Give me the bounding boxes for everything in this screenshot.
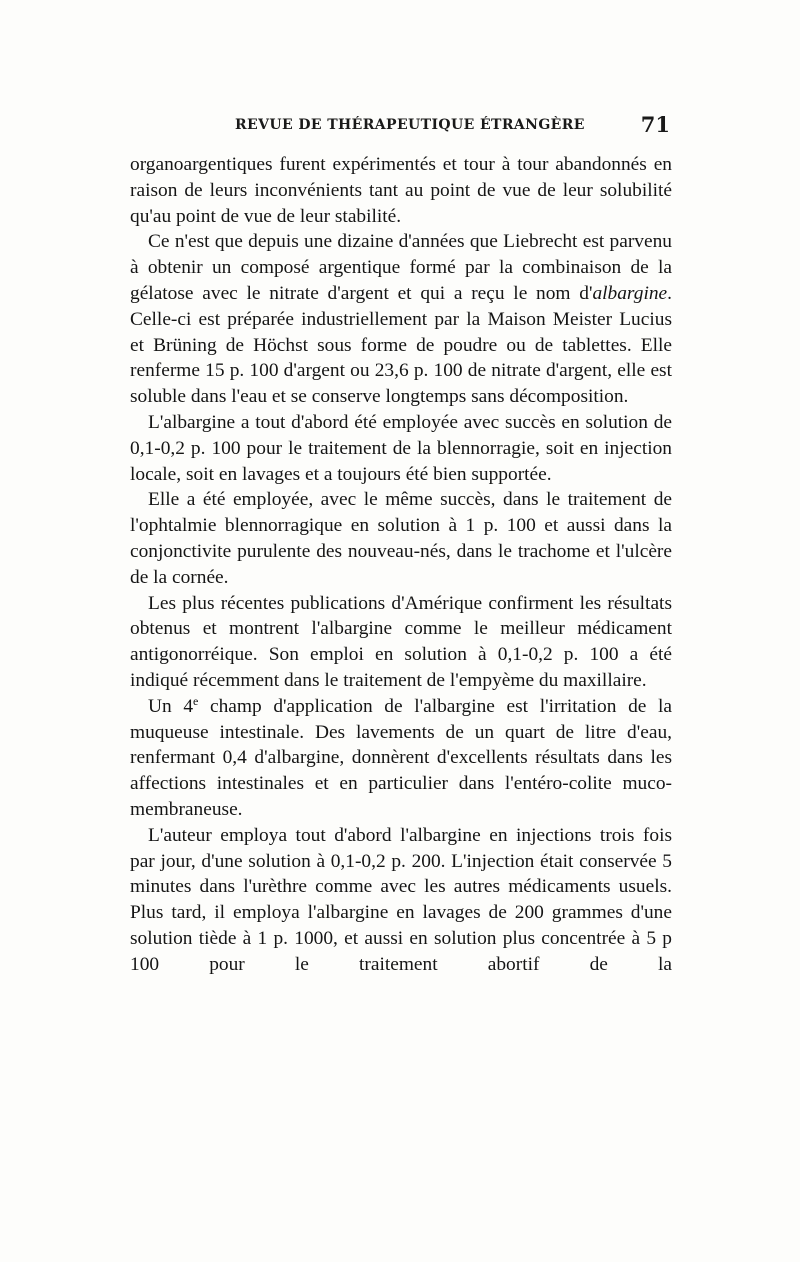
paragraph: organoargentiques furent expérimentés et tour à tour abandonnés en raison de leurs inconvénients tant au point de vue de leur solubilité qu'au point de vue de leur stabilité. [130,154,672,227]
paragraph-text: Ce n'est que depuis une dizaine d'années que Liebrecht est parvenu à obtenir un composé argentique formé par la combinaison de la gélatose avec le nitrate d'argent et qui a reçu le nom d' [130,231,672,304]
page-number: 71 [640,112,670,137]
italic-term: albargine [592,282,668,304]
running-title: REVUE DE THÉRAPEUTIQUE ÉTRANGÈRE [235,117,585,133]
paragraph-text: . Celle-ci est préparée industriellement par la Maison Meister Lucius et Brüning de Höchst sous forme de poudre ou de tablettes. Elle renferme 15 p. 100 d'argent ou 23,6 p. 100 de nitrate d'argent, elle est soluble dans l'eau et se conserve longtemps sans décomposition. [130,282,672,408]
paragraph: Les plus récentes publications d'Amérique confirment les résultats obtenus et montrent l'albargine comme le meilleur médicament antigonorréique. Son emploi en solution à 0,1-0,2 p. 100 a été indiqué récemment dans le traitement de l'empyème du maxillaire. [130,592,672,691]
paragraph: L'auteur employa tout d'abord l'albargine en injections trois fois par jour, d'une solution à 0,1-0,2 p. 200. L'injection était conservée 5 minutes dans l'urèthre comme avec les autres médicaments usuels. Plus tard, il employa l'albargine en lavages de 200 grammes d'une solution tiède à 1 p. 1000, et aussi en solution plus concentrée à 5 p 100 pour le traitement abortif de la [130,824,672,975]
paragraph [130,694,672,823]
paragraph-text: champ d'application de l'albargine est l'irritation de la muqueuse intestinale. Des lavements de un quart de litre d'eau, renfermant 0,4 d'albargine, donnèrent d'excellents résultats dans les affections intestinales et en particulier dans l'entéro-colite muco-membraneuse. [130,695,672,820]
body-text [130,152,672,978]
page-header [130,112,670,140]
superscript: e [193,693,199,708]
paragraph: L'albargine a tout d'abord été employée avec succès en solution de 0,1-0,2 p. 100 pour le traitement de la blennorragie, soit en injection locale, soit en lavages et a toujours été bien supportée. [130,411,672,485]
paragraph: Elle a été employée, avec le même succès, dans le traitement de l'ophtalmie blennorragique en solution à 1 p. 100 et aussi dans la conjonctivite purulente des nouveau-nés, dans le trachome et l'ulcère de la cornée. [130,489,672,588]
paragraph-text: Un 4 [148,695,194,717]
paragraph [130,229,672,410]
